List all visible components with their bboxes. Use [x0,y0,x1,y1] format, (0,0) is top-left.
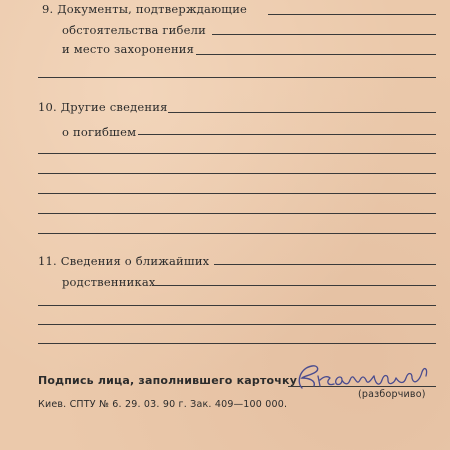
printer-imprint: Киев. СПТУ № 6. 29. 03. 90 г. Зак. 409—100 000. [38,399,288,410]
section-11-fill-line-3 [38,305,436,306]
section-9-fill-line-3 [196,54,436,55]
section-9-label-line2: обстоятельства гибели [62,23,206,37]
section-10-fill-line-1 [168,112,436,113]
section-11-fill-line-2 [152,285,436,286]
section-10-fill-line-7 [38,233,436,234]
section-10-fill-line-5 [38,193,436,194]
section-10-label-line2: о погибшем [62,125,137,139]
section-11-label-line1: 11. Сведения о ближайших [38,254,210,268]
section-10-fill-line-2 [138,134,436,135]
section-11-fill-line-1 [214,264,436,265]
section-11-fill-line-5 [38,343,436,344]
section-9-fill-line-2 [212,34,436,35]
section-11-label-line2: родственниках [62,275,156,289]
section-9-fill-line-1 [268,14,436,15]
section-9-label-line1: 9. Документы, подтверждающие [42,2,248,16]
section-9-label-line3: и место захоронения [62,42,195,56]
section-11-fill-line-4 [38,324,436,325]
signature-label: Подпись лица, заполнившего карточку [38,374,298,387]
section-10-label-line1: 10. Другие сведения [38,100,168,114]
signature-note: (разборчиво) [358,389,426,400]
section-10-fill-line-6 [38,213,436,214]
section-10-fill-line-3 [38,153,436,154]
section-9-fill-line-4 [38,77,436,78]
section-10-fill-line-4 [38,173,436,174]
